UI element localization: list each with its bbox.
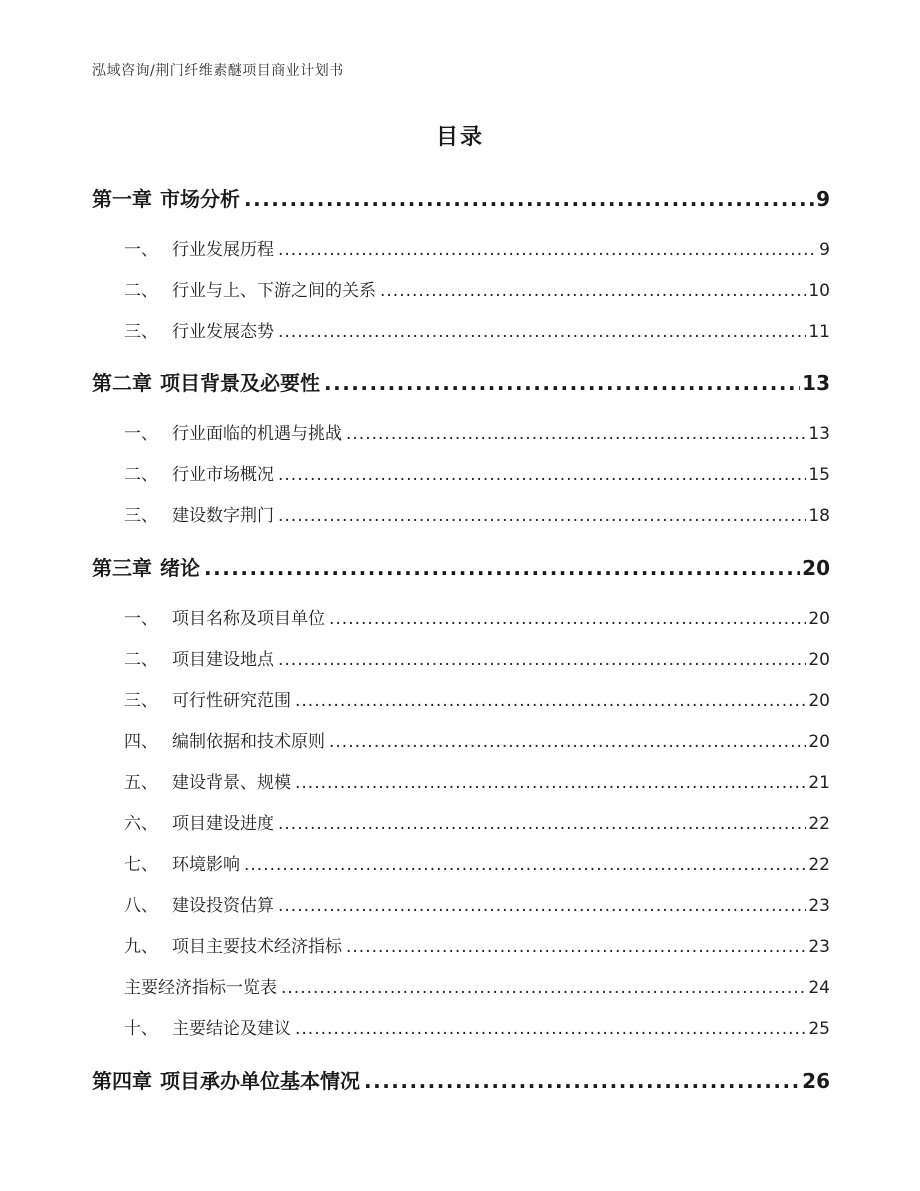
toc-chapter-entry[interactable] <box>92 183 830 212</box>
toc-entry-number: 二、 <box>124 281 158 301</box>
toc-leader-dots <box>278 814 806 834</box>
toc-entry-label: 建设背景、规模 <box>172 773 291 793</box>
toc-entry-number: 三、 <box>124 322 158 342</box>
toc-entry-number: 七、 <box>124 855 158 875</box>
toc-page-number: 20 <box>808 609 830 629</box>
toc-entry-number: 五、 <box>124 773 158 793</box>
toc-section-entry[interactable] <box>92 645 830 670</box>
toc-entry-number: 一、 <box>124 609 158 629</box>
toc-entry-title <box>92 727 325 752</box>
toc-entry-title <box>92 1065 360 1094</box>
toc-page-number: 23 <box>808 896 830 916</box>
toc-leader-dots <box>295 1019 806 1039</box>
toc-page-number: 20 <box>808 691 830 711</box>
toc-leader-dots <box>278 465 806 485</box>
toc-section-entry[interactable] <box>92 419 830 444</box>
toc-entry-label: 主要经济指标一览表 <box>124 978 277 998</box>
toc-entry-label: 编制依据和技术原则 <box>172 732 325 752</box>
toc-entry-label: 行业市场概况 <box>172 465 274 485</box>
toc-page-number: 13 <box>802 371 830 395</box>
toc-leader-dots <box>204 556 800 580</box>
toc-entry-label: 建设投资估算 <box>172 896 274 916</box>
toc-leader-dots <box>278 506 806 526</box>
toc-entry-number: 二、 <box>124 465 158 485</box>
toc-page-number: 18 <box>808 506 830 526</box>
toc-entry-number: 一、 <box>124 240 158 260</box>
toc-leader-dots <box>244 187 814 211</box>
toc-entry-title <box>92 460 274 485</box>
toc-page-number: 20 <box>802 556 830 580</box>
toc-entry-number: 九、 <box>124 937 158 957</box>
toc-page-number: 25 <box>808 1019 830 1039</box>
toc-leader-dots <box>278 322 806 342</box>
toc-entry-title <box>92 973 277 998</box>
toc-entry-title <box>92 501 274 526</box>
toc-leader-dots <box>329 609 806 629</box>
toc-entry-label: 项目承办单位基本情况 <box>160 1069 360 1093</box>
toc-page-number: 20 <box>808 650 830 670</box>
toc-chapter-entry[interactable] <box>92 1065 830 1094</box>
toc-entry-number: 三、 <box>124 506 158 526</box>
toc-entry-number: 第四章 <box>92 1069 152 1093</box>
toc-section-entry[interactable] <box>92 1014 830 1039</box>
toc-entry-title <box>92 276 376 301</box>
toc-entry-label: 行业发展历程 <box>172 240 274 260</box>
toc-entry-label: 行业与上、下游之间的关系 <box>172 281 376 301</box>
toc-entry-title <box>92 768 291 793</box>
toc-page-number: 23 <box>808 937 830 957</box>
toc-leader-dots <box>324 371 800 395</box>
toc-entry-label: 项目建设进度 <box>172 814 274 834</box>
toc-entry-label: 可行性研究范围 <box>172 691 291 711</box>
toc-section-entry[interactable] <box>92 768 830 793</box>
toc-section-entry[interactable] <box>92 973 830 998</box>
toc-section-entry[interactable] <box>92 727 830 752</box>
toc-section-entry[interactable] <box>92 276 830 301</box>
toc-entry-number: 第二章 <box>92 371 152 395</box>
toc-entry-label: 主要结论及建议 <box>172 1019 291 1039</box>
toc-chapter-entry[interactable] <box>92 367 830 396</box>
toc-entry-number: 一、 <box>124 424 158 444</box>
toc-entry-title <box>92 891 274 916</box>
toc-leader-dots <box>364 1069 800 1093</box>
toc-leader-dots <box>346 937 806 957</box>
toc-section-entry[interactable] <box>92 317 830 342</box>
toc-entry-label: 市场分析 <box>160 187 240 211</box>
toc-entry-title <box>92 809 274 834</box>
toc-entry-label: 环境影响 <box>172 855 240 875</box>
toc-page-number: 11 <box>808 322 830 342</box>
toc-page-number: 20 <box>808 732 830 752</box>
toc-page-number: 15 <box>808 465 830 485</box>
toc-section-entry[interactable] <box>92 850 830 875</box>
toc-leader-dots <box>278 650 806 670</box>
toc-page-number: 9 <box>819 240 830 260</box>
toc-entry-label: 建设数字荆门 <box>172 506 274 526</box>
toc-entry-number: 二、 <box>124 650 158 670</box>
toc-leader-dots <box>281 978 806 998</box>
toc-page-number: 9 <box>816 187 830 211</box>
toc-entry-number: 第一章 <box>92 187 152 211</box>
toc-entry-title <box>92 367 320 396</box>
toc-section-entry[interactable] <box>92 501 830 526</box>
toc-section-entry[interactable] <box>92 809 830 834</box>
toc-entry-label: 项目主要技术经济指标 <box>172 937 342 957</box>
toc-entry-title <box>92 317 274 342</box>
toc-entry-label: 绪论 <box>160 556 200 580</box>
document-header: 泓域咨询/荆门纤维素醚项目商业计划书 <box>92 63 344 79</box>
toc-page-number: 22 <box>808 855 830 875</box>
toc-entry-title <box>92 604 325 629</box>
toc-section-entry[interactable] <box>92 235 830 260</box>
toc-leader-dots <box>295 691 806 711</box>
toc-entry-label: 行业面临的机遇与挑战 <box>172 424 342 444</box>
toc-entry-title <box>92 235 274 260</box>
toc-entry-title <box>92 686 291 711</box>
toc-page-number: 13 <box>808 424 830 444</box>
toc-entry-number: 六、 <box>124 814 158 834</box>
toc-page-number: 21 <box>808 773 830 793</box>
toc-leader-dots <box>278 240 817 260</box>
toc-page-number: 26 <box>802 1069 830 1093</box>
toc-leader-dots <box>244 855 806 875</box>
toc-leader-dots <box>278 896 806 916</box>
toc-entry-title <box>92 645 274 670</box>
toc-chapter-entry[interactable] <box>92 552 830 581</box>
toc-page-number: 22 <box>808 814 830 834</box>
toc-page-number: 10 <box>808 281 830 301</box>
toc-entry-title <box>92 850 240 875</box>
toc-entry-label: 项目背景及必要性 <box>160 371 320 395</box>
toc-entry-title <box>92 183 240 212</box>
toc-section-entry[interactable] <box>92 686 830 711</box>
toc-entry-number: 三、 <box>124 691 158 711</box>
toc-entry-title <box>92 1014 291 1039</box>
toc-entry-label: 项目名称及项目单位 <box>172 609 325 629</box>
toc-section-entry[interactable] <box>92 932 830 957</box>
toc-leader-dots <box>329 732 806 752</box>
toc-page-number: 24 <box>808 978 830 998</box>
toc-leader-dots <box>380 281 806 301</box>
toc-entry-number: 十、 <box>124 1019 158 1039</box>
toc-entry-title <box>92 552 200 581</box>
toc-entry-label: 行业发展态势 <box>172 322 274 342</box>
toc-entry-number: 八、 <box>124 896 158 916</box>
toc-entry-number: 四、 <box>124 732 158 752</box>
toc-title: 目录 <box>435 125 484 150</box>
toc-entry-title <box>92 932 342 957</box>
toc-section-entry[interactable] <box>92 460 830 485</box>
toc-leader-dots <box>346 424 806 444</box>
toc-entry-title <box>92 419 342 444</box>
toc-entry-number: 第三章 <box>92 556 152 580</box>
toc-section-entry[interactable] <box>92 604 830 629</box>
toc-section-entry[interactable] <box>92 891 830 916</box>
toc-leader-dots <box>295 773 806 793</box>
toc-entry-label: 项目建设地点 <box>172 650 274 670</box>
